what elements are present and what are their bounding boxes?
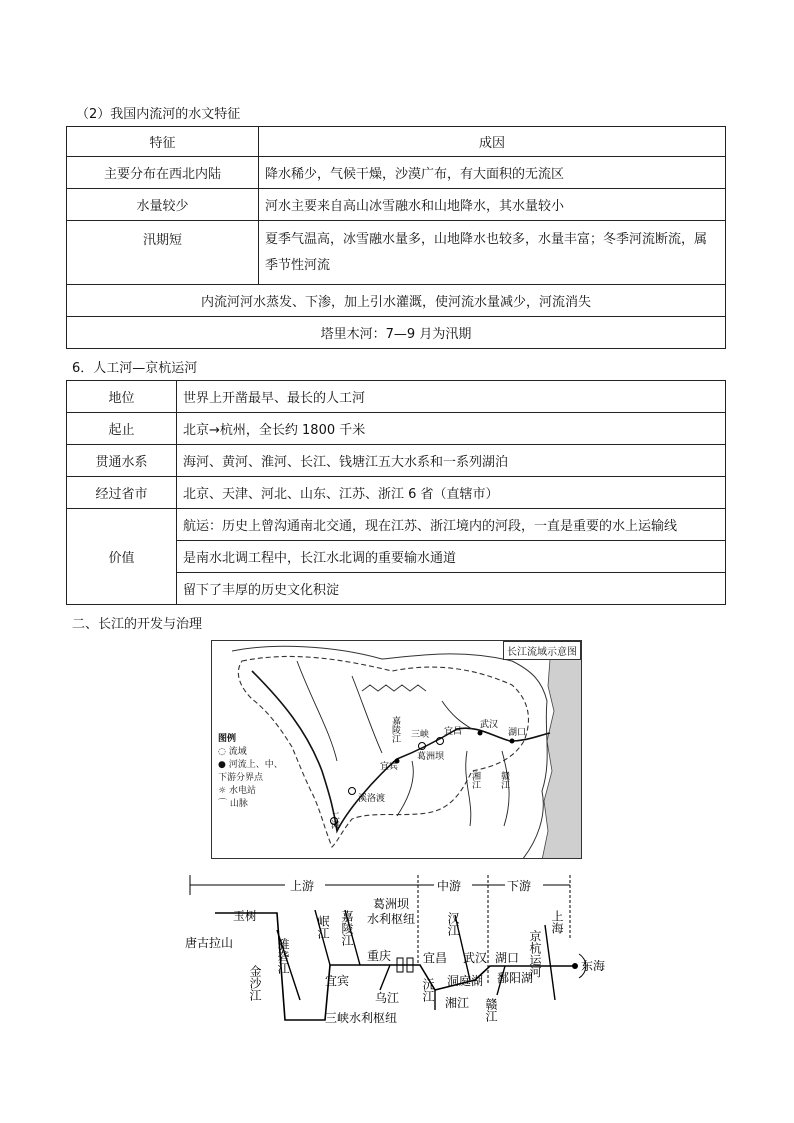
note-row: 内流河河水蒸发、下渗，加上引水灌溉，使河流水量减少，河流消失 (67, 285, 726, 317)
header-feature: 特征 (67, 127, 259, 157)
canal-value: 是南水北调工程中，长江水北调的重要输水通道 (177, 541, 726, 573)
label-middle: 中游 (437, 879, 462, 893)
label-yushu: 玉树 (233, 909, 258, 923)
canal-key: 经过省市 (67, 477, 177, 509)
label-yuan: 沅江 (421, 978, 435, 1002)
label-gan: 赣江 (484, 998, 498, 1022)
yangtze-basin-map (211, 640, 582, 859)
label-chongqing: 重庆 (367, 949, 392, 963)
label-wuhan: 武汉 (480, 720, 499, 730)
label-jialing: 嘉陵江 (390, 716, 400, 743)
canal-value: 航运：历史上曾沟通南北交通，现在江苏、浙江境内的河段，一直是重要的水上运输线 (177, 509, 726, 541)
label-gezhouba: 葛洲坝 (417, 752, 445, 762)
label-donghai: 东海 (581, 959, 606, 973)
canal-key: 起止 (67, 413, 177, 445)
label-sanxia: 三峡水利枢纽 (325, 1011, 398, 1025)
legend-mountain: 山脉 (229, 799, 248, 809)
label-han: 汉江 (446, 912, 460, 936)
label-min: 岷江 (316, 915, 330, 939)
label-xiluodu: 溪洛渡 (358, 794, 386, 804)
cause-cell: 降水稀少，气候干燥，沙漠广布，有大面积的无流区 (259, 157, 726, 189)
label-wujiang: 乌江 (375, 991, 400, 1005)
label-yibin: 宜宾 (380, 762, 399, 772)
grand-canal-table (66, 380, 726, 605)
label-hukou: 湖口 (508, 728, 527, 738)
legend-division-point: 河流上、中、下游分界点 (218, 760, 283, 783)
label-yalong: 雅砻江 (276, 938, 290, 974)
label-jinghang: 京杭运河 (528, 930, 542, 978)
cause-cell: 夏季气温高，冰雪融水量多，山地降水也较多，水量丰富；冬季河流断流，属季节性河流 (259, 221, 726, 285)
canal-value: 北京→杭州，全长约 1800 千米 (177, 413, 726, 445)
label-poyang: 鄱阳湖 (497, 971, 534, 985)
section-heading-inland: （2）我国内流河的水文特征 (76, 107, 241, 122)
section-heading-canal: 6．人工河—京杭运河 (72, 361, 198, 376)
note-row: 塔里木河：7—9 月为汛期 (67, 317, 726, 349)
label-gezhouba2: 水利枢纽 (367, 912, 416, 926)
legend-dot-icon: ● (218, 760, 229, 770)
label-ertan: 二滩 (329, 811, 339, 829)
legend-title: 图例 (218, 734, 237, 744)
canal-key: 地位 (67, 381, 177, 413)
label-sanxia: 三峡 (411, 730, 430, 740)
legend-dashed-icon: ◌ (218, 747, 229, 757)
map-title: 长江流域示意图 (503, 641, 581, 660)
canal-value: 留下了丰厚的历史文化积淀 (177, 573, 726, 605)
label-jialing: 嘉陵江 (340, 910, 354, 946)
legend-sun-icon: ☼ (218, 786, 229, 796)
feature-cell: 主要分布在西北内陆 (67, 157, 259, 189)
label-xiang: 湘江 (445, 996, 470, 1010)
cause-cell: 河水主要来自高山冰雪融水和山地降水，其水量较小 (259, 189, 726, 221)
section-heading-yangtze: 二、长江的开发与治理 (72, 617, 203, 632)
label-xiang: 湘江 (470, 771, 480, 789)
label-gezhouba1: 葛洲坝 (373, 897, 410, 911)
label-yichang: 宜昌 (423, 951, 448, 965)
schematic-drawing (185, 870, 610, 1030)
label-shanghai: 上海 (550, 910, 564, 934)
canal-key: 贯通水系 (67, 445, 177, 477)
canal-value: 世界上开凿最早、最长的人工河 (177, 381, 726, 413)
label-yibin: 宜宾 (325, 974, 350, 988)
header-cause: 成因 (259, 127, 726, 157)
label-dongting: 洞庭湖 (447, 974, 484, 988)
wu-river (380, 965, 390, 990)
feature-cell: 水量较少 (67, 189, 259, 221)
label-hukou: 湖口 (495, 951, 520, 965)
label-tanggula: 唐古拉山 (185, 936, 234, 950)
map-labels (212, 641, 582, 859)
river-mouth (572, 963, 578, 969)
legend-mountain-icon: ⌒ (218, 799, 230, 809)
canal-key: 价值 (67, 509, 177, 605)
label-wuhan: 武汉 (463, 951, 488, 965)
label-gan: 赣江 (499, 771, 509, 789)
label-jinsha: 金沙江 (248, 965, 262, 1001)
inland-river-table (66, 126, 726, 349)
canal-value: 海河、黄河、淮河、长江、钱塘江五大水系和一系列湖泊 (177, 445, 726, 477)
label-yichang: 宜昌 (444, 727, 463, 737)
yangtze-schematic (185, 870, 610, 1030)
legend-hydropower: 水电站 (228, 786, 256, 796)
legend-basin: 流域 (228, 747, 247, 757)
feature-cell: 汛期短 (67, 221, 259, 285)
grand-canal (545, 925, 555, 1000)
canal-value: 北京、天津、河北、山东、江苏、浙江 6 省（直辖市） (177, 477, 726, 509)
label-upper: 上游 (290, 879, 315, 893)
label-lower: 下游 (507, 879, 532, 893)
